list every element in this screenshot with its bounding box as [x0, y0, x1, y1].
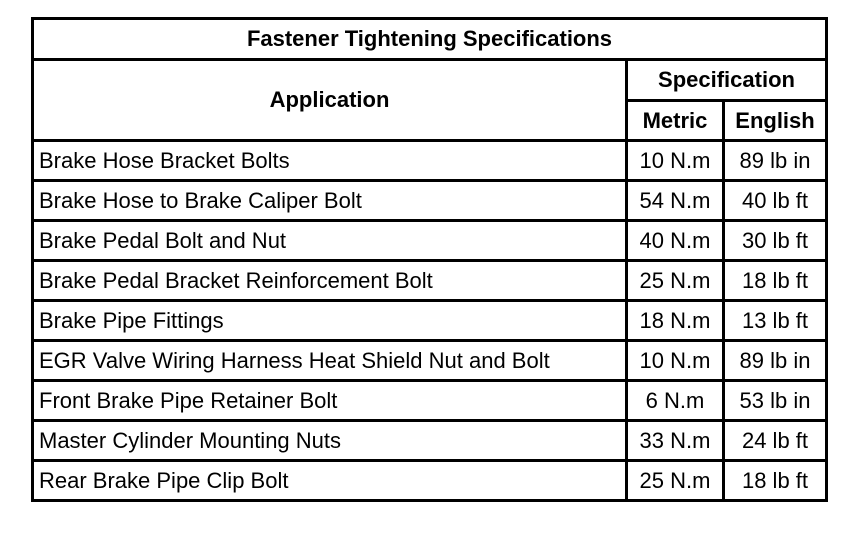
- table-row: [33, 381, 827, 421]
- table-row: [33, 181, 827, 221]
- english-header: English: [724, 101, 827, 141]
- table-body: [33, 141, 827, 501]
- table-row: [33, 261, 827, 301]
- english-cell: 18 lb ft: [724, 461, 827, 501]
- metric-cell: 54 N.m: [627, 181, 724, 221]
- english-cell: 18 lb ft: [724, 261, 827, 301]
- english-cell: 53 lb in: [724, 381, 827, 421]
- application-cell: Master Cylinder Mounting Nuts: [33, 421, 627, 461]
- table-row: [33, 421, 827, 461]
- table-row: [33, 461, 827, 501]
- application-cell: EGR Valve Wiring Harness Heat Shield Nut and Bolt: [33, 341, 627, 381]
- metric-cell: 10 N.m: [627, 341, 724, 381]
- table-row: [33, 141, 827, 181]
- application-header: Application: [33, 60, 627, 141]
- table-row: [33, 341, 827, 381]
- application-cell: Brake Hose Bracket Bolts: [33, 141, 627, 181]
- english-cell: 40 lb ft: [724, 181, 827, 221]
- metric-cell: 33 N.m: [627, 421, 724, 461]
- application-cell: Brake Pedal Bracket Reinforcement Bolt: [33, 261, 627, 301]
- application-cell: Rear Brake Pipe Clip Bolt: [33, 461, 627, 501]
- table-title: Fastener Tightening Specifications: [33, 19, 827, 60]
- metric-cell: 25 N.m: [627, 461, 724, 501]
- metric-cell: 40 N.m: [627, 221, 724, 261]
- metric-header: Metric: [627, 101, 724, 141]
- application-cell: Brake Hose to Brake Caliper Bolt: [33, 181, 627, 221]
- specification-header: Specification: [627, 60, 827, 101]
- metric-cell: 25 N.m: [627, 261, 724, 301]
- application-cell: Brake Pipe Fittings: [33, 301, 627, 341]
- english-cell: 30 lb ft: [724, 221, 827, 261]
- fastener-spec-table: [31, 17, 828, 502]
- table-row: [33, 221, 827, 261]
- metric-cell: 10 N.m: [627, 141, 724, 181]
- metric-cell: 18 N.m: [627, 301, 724, 341]
- english-cell: 89 lb in: [724, 141, 827, 181]
- application-cell: Front Brake Pipe Retainer Bolt: [33, 381, 627, 421]
- application-cell: Brake Pedal Bolt and Nut: [33, 221, 627, 261]
- metric-cell: 6 N.m: [627, 381, 724, 421]
- english-cell: 24 lb ft: [724, 421, 827, 461]
- english-cell: 89 lb in: [724, 341, 827, 381]
- english-cell: 13 lb ft: [724, 301, 827, 341]
- table-row: [33, 301, 827, 341]
